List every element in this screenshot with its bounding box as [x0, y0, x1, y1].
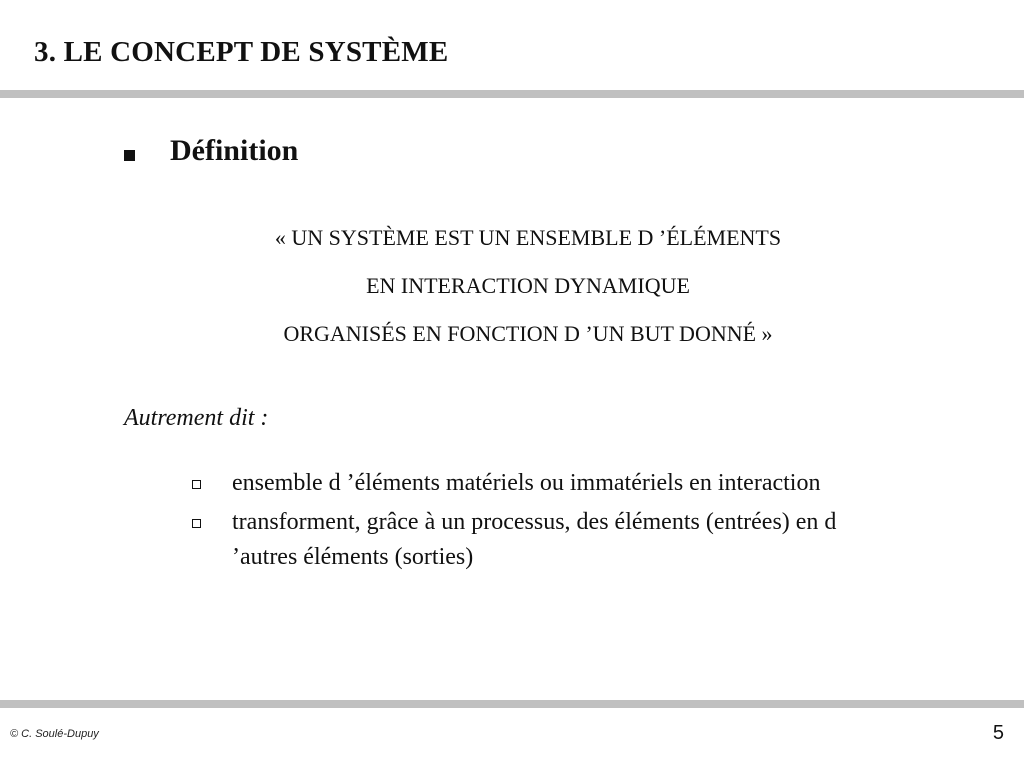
- list-item-text: transforment, grâce à un processus, des éléments (entrées) en d ’autres éléments (sorties): [232, 509, 837, 570]
- header-divider: [0, 90, 1024, 98]
- quote-line-3: ORGANISÉS EN FONCTION D ’UN BUT DONNÉ »: [283, 321, 773, 346]
- footer-divider: [0, 700, 1024, 708]
- quote-line-2: EN INTERACTION DYNAMIQUE: [366, 273, 690, 298]
- definition-quote: [0, 214, 1024, 358]
- hollow-square-bullet-icon: [192, 480, 201, 489]
- hollow-square-bullet-icon: [192, 519, 201, 528]
- quote-line-1: « UN SYSTÈME EST UN ENSEMBLE D ’ÉLÉMENTS: [274, 225, 782, 250]
- list-item: [192, 505, 892, 575]
- copyright-notice: © C. Soulé-Dupuy: [10, 728, 99, 740]
- square-bullet-icon: [124, 150, 135, 161]
- page-number: 5: [992, 722, 1004, 744]
- slide-title: 3. LE CONCEPT DE SYSTÈME: [34, 36, 449, 68]
- intro-text: Autrement dit :: [124, 405, 269, 431]
- bullet-list: [192, 466, 892, 579]
- list-item-text: ensemble d ’éléments matériels ou immatériels en interaction: [232, 470, 821, 496]
- list-item: [192, 466, 892, 501]
- section-heading: Définition: [170, 134, 299, 167]
